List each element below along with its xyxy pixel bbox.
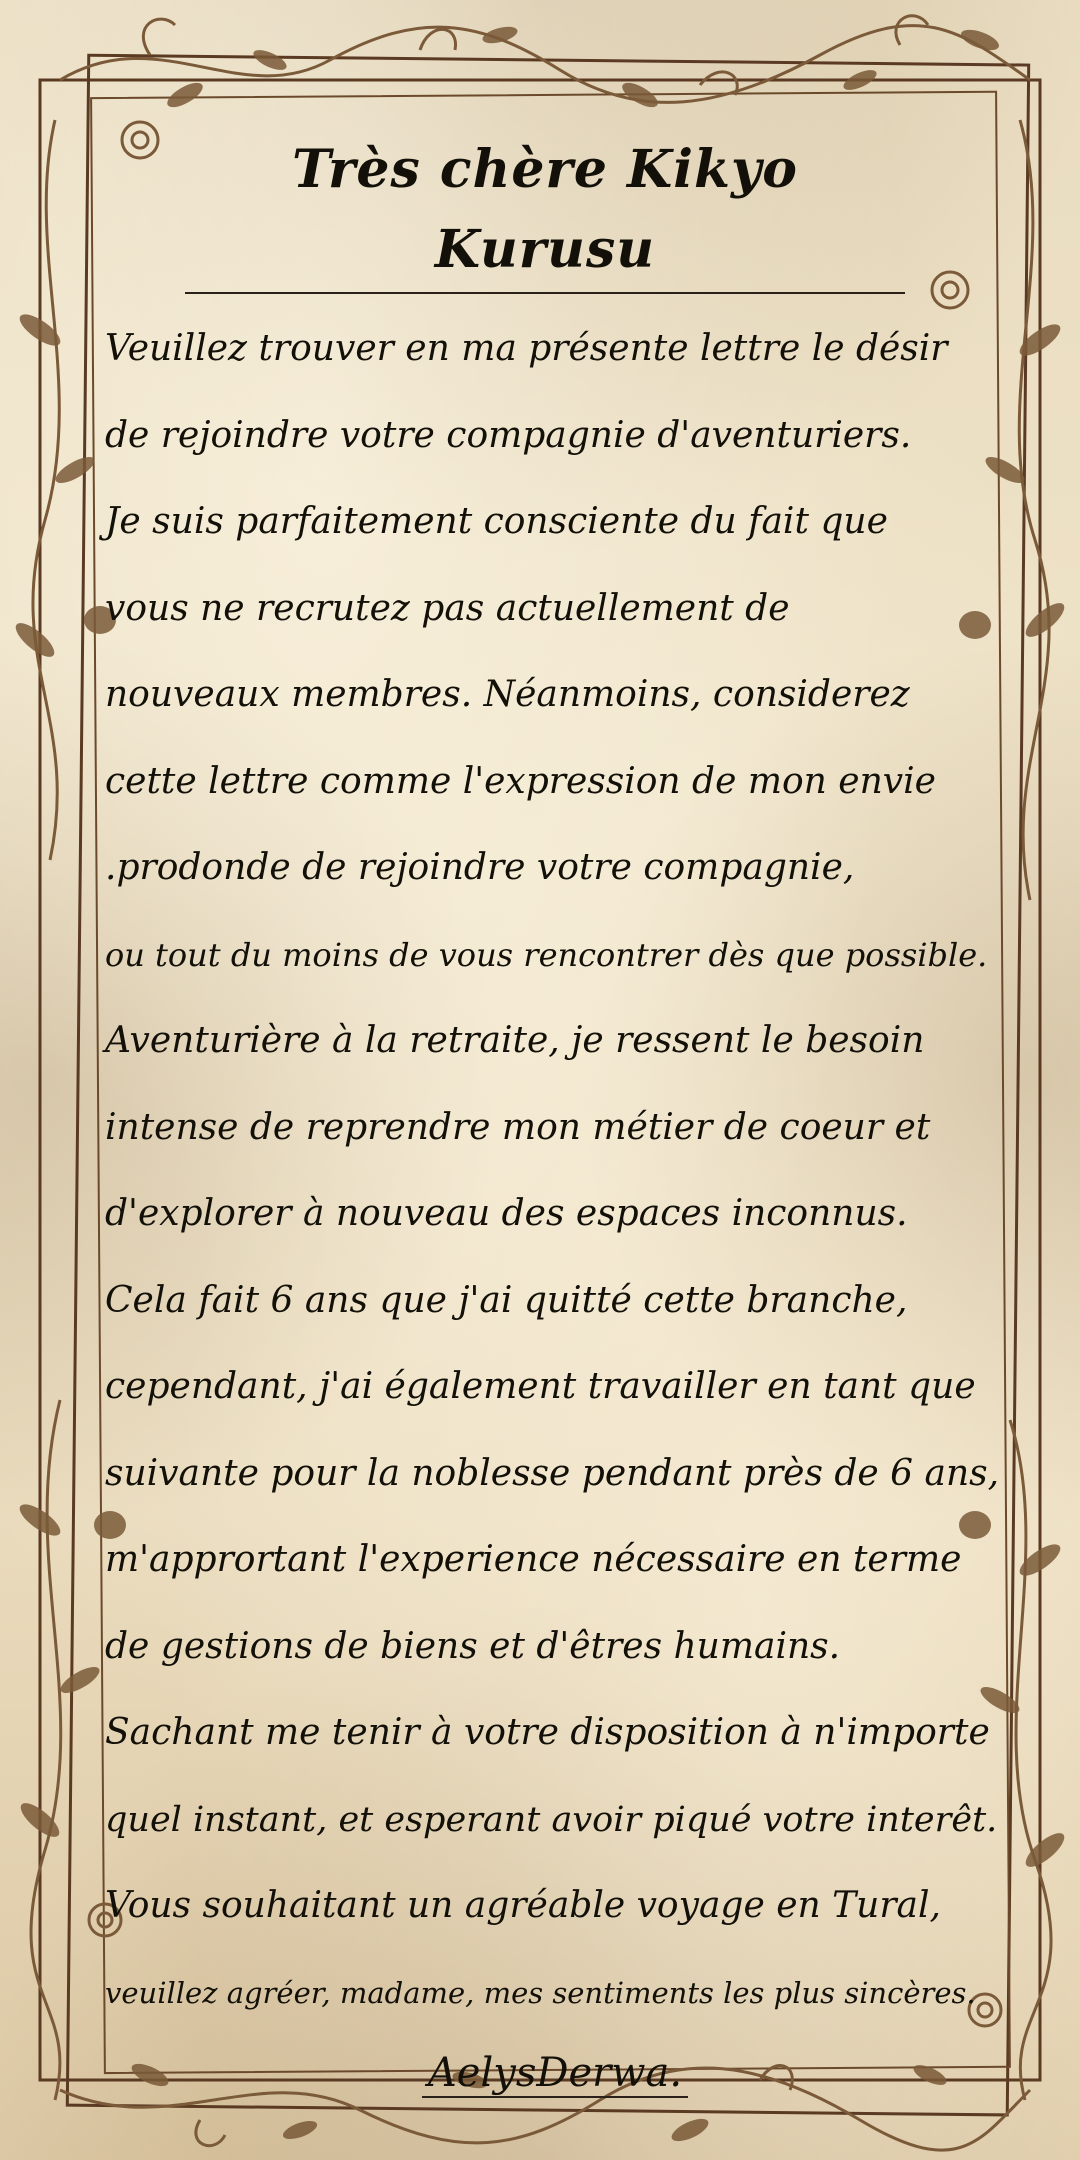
signature-text: AelysDerwa.: [422, 2050, 688, 2098]
letter-line: suivante pour la noblesse pendant près de 6 ans,: [105, 1452, 1000, 1494]
letter-line: Veuillez trouver en ma présente lettre le désir: [105, 328, 948, 369]
letter-line: de gestions de biens et d'êtres humains.: [105, 1625, 841, 1667]
letter-line: nouveaux membres. Néanmoins, considerez: [105, 674, 910, 715]
letter-line: ou tout du moins de vous rencontrer dès que possible.: [105, 935, 988, 974]
letter-line: de rejoindre votre compagnie d'aventuriers.: [105, 414, 912, 456]
letter-line: intense de reprendre mon métier de coeur et: [105, 1106, 931, 1148]
letter-title: Très chère Kikyo Kurusu: [185, 130, 905, 294]
letter-line: vous ne recrutez pas actuellement de: [105, 587, 790, 629]
letter-line: m'apprortant l'experience nécessaire en terme: [105, 1539, 962, 1580]
letter-line: Cela fait 6 ans que j'ai quitté cette branche,: [105, 1279, 908, 1321]
letter-line: veuillez agréer, madame, mes sentiments les plus sincères.: [105, 1975, 976, 2010]
letter-line: Aventurière à la retraite, je ressent le besoin: [105, 1020, 925, 1061]
letter-line: d'explorer à nouveau des espaces inconnus.: [105, 1193, 908, 1234]
letter-line: Vous souhaitant un agréable voyage en Tural,: [105, 1885, 941, 1926]
letter-body: [105, 130, 1005, 2096]
letter-line: quel instant, et esperant avoir piqué votre interêt.: [105, 1799, 998, 1840]
letter-line: Je suis parfaitement consciente du fait que: [105, 501, 888, 542]
letter-lines: [105, 306, 1005, 2036]
letter-line: Sachant me tenir à votre disposition à n'importe: [105, 1712, 990, 1753]
signature: [105, 2038, 1005, 2108]
letter-line: cependant, j'ai également travailler en tant que: [105, 1366, 976, 1407]
letter-line: .prodonde de rejoindre votre compagnie,: [105, 847, 855, 888]
letter-line: cette lettre comme l'expression de mon envie: [105, 760, 936, 802]
